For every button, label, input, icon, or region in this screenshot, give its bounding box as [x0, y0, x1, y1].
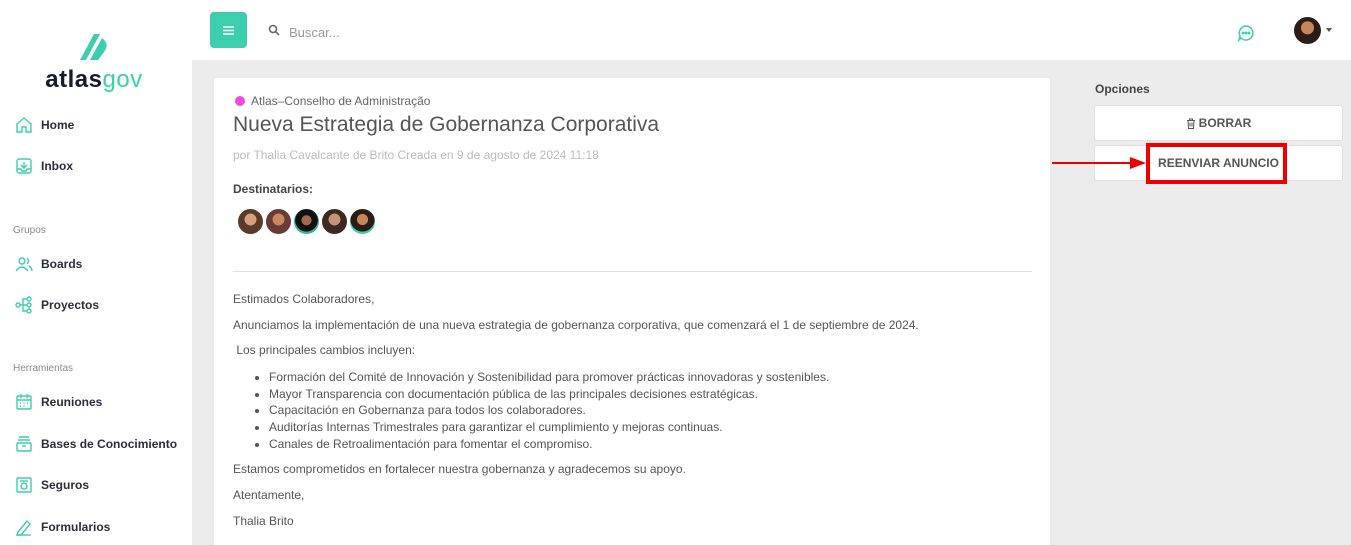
calendar-icon	[15, 393, 33, 411]
avatar[interactable]	[348, 207, 377, 236]
section-label-tools: Herramientas	[13, 363, 74, 374]
sidebar-item-insurance[interactable]	[15, 473, 89, 497]
search-input[interactable]	[289, 22, 589, 42]
list-item: • Auditorías Internas Trimestrales para garantizar el cumplimiento y mejoras continuas.	[269, 419, 829, 436]
avatar[interactable]	[264, 207, 293, 236]
announcement-title: Nueva Estrategia de Gobernanza Corporativa	[233, 113, 660, 136]
sidebar-item-label: Proyectos	[41, 298, 100, 312]
recipients-avatars	[236, 207, 376, 236]
home-icon	[15, 116, 33, 134]
project-tree-icon	[15, 296, 33, 314]
sidebar-item-home[interactable]	[15, 113, 74, 137]
sidebar-item-inbox[interactable]	[15, 154, 73, 178]
sidebar-item-boards[interactable]	[15, 252, 82, 276]
avatar[interactable]	[320, 207, 349, 236]
annotation-arrow	[1050, 155, 1150, 171]
sidebar-item-label: Formularios	[41, 520, 111, 534]
signoff-text: Atentamente,	[233, 488, 305, 502]
sidebar-item-label: Home	[41, 118, 75, 132]
sidebar-item-knowledge-bases[interactable]	[15, 432, 177, 456]
sidebar-item-label: Inbox	[41, 159, 73, 173]
search-icon	[268, 24, 280, 36]
safe-icon	[15, 476, 33, 494]
chat-icon[interactable]	[1237, 24, 1255, 42]
changes-intro-text: Los principales cambios incluyen:	[233, 343, 416, 357]
list-item: • Canales de Retroalimentación para fomentar el compromiso.	[269, 436, 829, 453]
avatar[interactable]	[292, 207, 321, 236]
sidebar-item-label: Reuniones	[41, 395, 103, 409]
announcement-byline: por Thalia Cavalcante de Brito Creada en 9 de agosto de 2024 11:18	[233, 148, 599, 162]
delete-button-label: BORRAR	[1198, 116, 1252, 130]
atlasgov-logo-icon	[76, 30, 112, 64]
hamburger-icon	[223, 26, 234, 35]
sidebar-item-projects[interactable]	[15, 293, 99, 317]
options-label: Opciones	[1095, 82, 1150, 96]
chevron-down-icon[interactable]	[1326, 28, 1332, 32]
inbox-icon	[15, 157, 33, 175]
intro-text: Anunciamos la implementación de una nueva estrategia de gobernanza corporativa, que comenzará el 1 de septiembre de 2024.	[233, 318, 919, 332]
sidebar	[0, 0, 192, 545]
group-color-dot	[235, 96, 245, 106]
changes-list	[269, 369, 829, 453]
topbar	[192, 0, 1351, 60]
announcement-card	[214, 78, 1050, 545]
trash-icon	[1186, 118, 1196, 129]
group-tag[interactable]	[235, 94, 430, 108]
users-icon	[15, 255, 33, 273]
greeting-text: Estimados Colaboradores,	[233, 292, 375, 306]
logo-text: atlasgov	[45, 66, 143, 93]
delete-button[interactable]	[1094, 105, 1343, 141]
sidebar-item-meetings[interactable]	[15, 390, 102, 414]
closing-text: Estamos comprometidos en fortalecer nuestra gobernanza y agradecemos su apoyo.	[233, 462, 686, 476]
user-avatar[interactable]	[1294, 17, 1321, 44]
forward-button-label: REENVIAR ANUNCIO	[1158, 156, 1279, 170]
menu-toggle-button[interactable]	[210, 12, 247, 48]
sidebar-item-label: Seguros	[41, 478, 90, 492]
archive-box-icon	[15, 435, 33, 453]
avatar[interactable]	[236, 207, 265, 236]
divider	[233, 271, 1032, 272]
group-name: Atlas–Conselho de Administração	[251, 94, 431, 108]
section-label-groups: Grupos	[13, 225, 46, 236]
recipients-label: Destinatarios:	[233, 182, 314, 196]
sidebar-item-label: Bases de Conocimiento	[41, 437, 178, 451]
list-item: • Mayor Transparencia con documentación pública de las principales decisiones estratégicas.	[269, 386, 829, 403]
pen-icon	[15, 518, 33, 536]
list-item: • Capacitación en Gobernanza para todos los colaboradores.	[269, 402, 829, 419]
atlasgov-logo[interactable]	[44, 30, 144, 94]
sidebar-item-forms[interactable]	[15, 515, 110, 539]
signature-text: Thalia Brito	[233, 514, 294, 528]
sidebar-item-label: Boards	[41, 257, 83, 271]
list-item: • Formación del Comité de Innovación y Sostenibilidad para promover prácticas innovadoras y sostenibles.	[269, 369, 829, 386]
